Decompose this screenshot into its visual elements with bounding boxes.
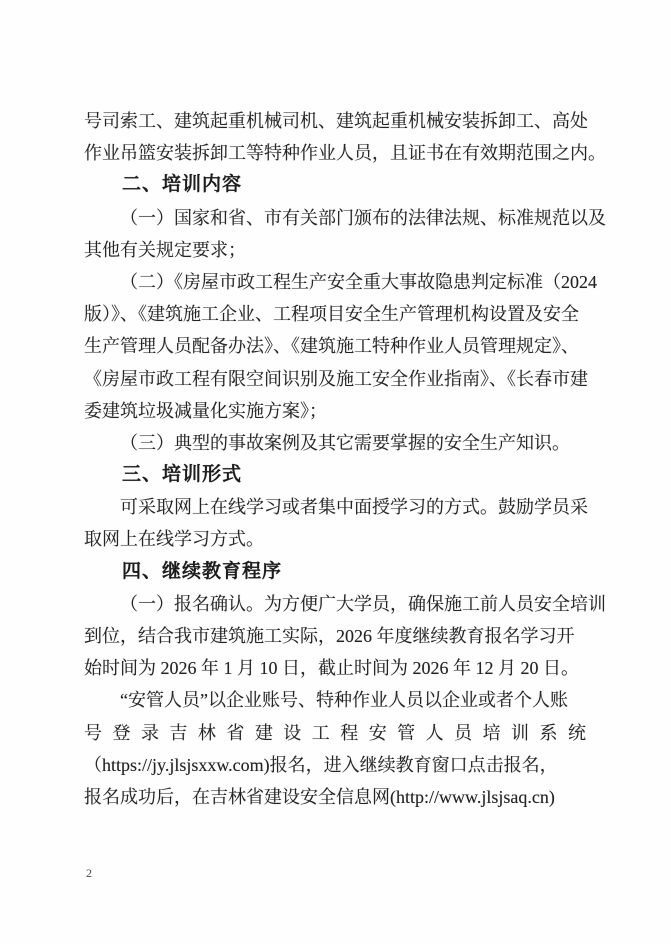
- text-line: 到位，结合我市建筑施工实际，2026 年度继续教育报名学习开: [84, 626, 575, 646]
- text-line: （二）《房屋市政工程生产安全重大事故隐患判定标准（2024: [120, 271, 597, 292]
- text-line: 可采取网上在线学习或者集中面授学习的方式。鼓励学员采: [120, 497, 588, 518]
- text-line: 其他有关规定要求；: [84, 239, 246, 260]
- text-line: 始时间为 2026 年 1 月 10 日，截止时间为 2026 年 12 月 20 日。: [84, 658, 579, 679]
- text-line: （三）典型的事故案例及其它需要掌握的安全生产知识。: [120, 432, 570, 453]
- text-line-url: （https://jy.jlsjsxxw.com)报名，进入继续教育窗口点击报名，: [84, 754, 558, 775]
- section-heading-4: 四、继续教育程序: [122, 560, 283, 582]
- text-line: 生产管理人员配备办法》、《建筑施工特种作业人员管理规定》、: [84, 336, 579, 357]
- text-line: （一）国家和省、市有关部门颁布的法律法规、标准规范以及: [120, 207, 606, 228]
- document-body: [84, 105, 606, 813]
- page-number: 2: [86, 866, 92, 880]
- text-line: 《房屋市政工程有限空间识别及施工安全作业指南》、《长春市建: [84, 368, 588, 389]
- text-line: “安管人员”以企业账号、特种作业人员以企业或者个人账: [120, 690, 568, 711]
- text-line: 委建筑垃圾减量化实施方案》；: [84, 400, 327, 421]
- text-line: 号司索工、建筑起重机械司机、建筑起重机械安装拆卸工、高处: [84, 111, 588, 131]
- text-line-url: 报名成功后，在吉林省建设安全信息网(http://www.jlsjsaq.cn): [84, 786, 555, 807]
- section-heading-3: 三、培训形式: [122, 464, 243, 486]
- text-line: 版）》、《建筑施工企业、工程项目安全生产管理机构设置及安全: [84, 304, 579, 325]
- text-line: （一）报名确认。为方便广大学员，确保施工前人员安全培训: [120, 593, 606, 614]
- text-line-justified: 号登录吉林省建设工程安管人员培训系统: [84, 722, 586, 743]
- text-line: 取网上在线学习方式。: [84, 529, 264, 550]
- text-line: 作业吊篮安装拆卸工等特种作业人员，且证书在有效期范围之内。: [84, 143, 606, 164]
- section-heading-2: 二、培训内容: [122, 174, 243, 196]
